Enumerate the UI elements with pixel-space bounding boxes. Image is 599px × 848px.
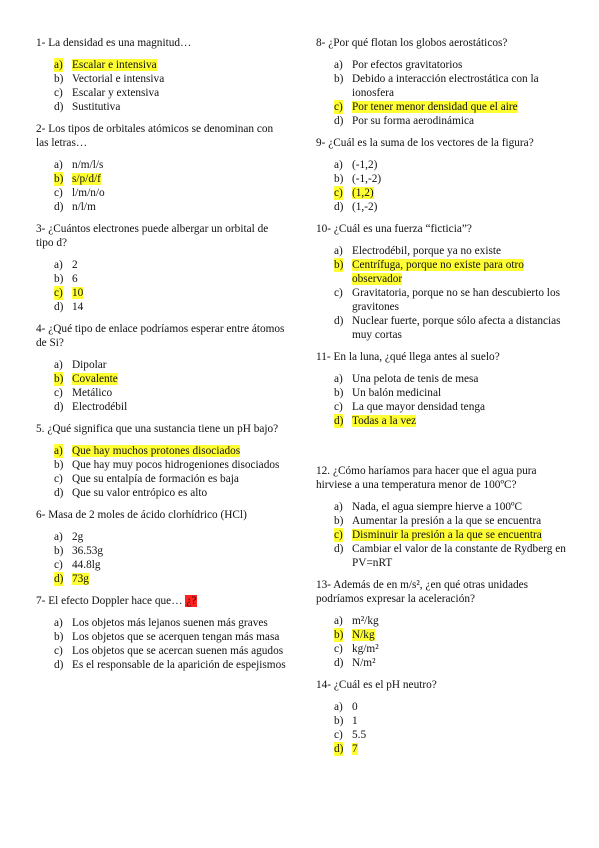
answer-options xyxy=(316,700,566,756)
question-prompt: ¿Qué tipo de enlace podríamos esperar entre átomos de Si? xyxy=(36,323,285,349)
option-text: Por su forma aerodinámica xyxy=(352,115,475,127)
answer-option xyxy=(54,658,286,672)
option-text: n/m/l/s xyxy=(72,159,104,171)
question-prompt: En la luna, ¿qué llega antes al suelo? xyxy=(333,351,500,363)
option-letter: c) xyxy=(54,287,63,299)
answer-option xyxy=(334,258,566,286)
option-text: 2g xyxy=(72,531,84,543)
question-number: 6- xyxy=(36,509,46,521)
option-letter: b) xyxy=(54,373,64,385)
correct-answer-text: Centrífuga, porque no existe para otro observador xyxy=(352,259,524,285)
question-prompt: La densidad es una magnitud… xyxy=(48,37,192,49)
answer-option xyxy=(54,400,286,414)
question-block xyxy=(36,322,286,414)
option-text: Vectorial e intensiva xyxy=(72,73,165,85)
right-column xyxy=(316,36,566,764)
option-letter: d) xyxy=(54,487,64,499)
correct-answer-text: N/kg xyxy=(352,629,375,641)
answer-option xyxy=(54,100,286,114)
option-text: Un balón medicinal xyxy=(352,387,442,399)
answer-option xyxy=(334,314,566,342)
answer-option xyxy=(334,700,566,714)
option-text: Debido a interacción electrostática con la ionosfera xyxy=(352,73,539,99)
option-text: Una pelota de tenis de mesa xyxy=(352,373,479,385)
option-letter: a) xyxy=(54,359,63,371)
question-block xyxy=(316,678,566,756)
correct-answer-text: Escalar e intensiva xyxy=(72,59,157,71)
option-letter: d) xyxy=(54,659,64,671)
option-text: Nada, el agua siempre hierve a 100ºC xyxy=(352,501,523,513)
option-text: 14 xyxy=(72,301,84,313)
question-text xyxy=(36,594,286,608)
answer-option xyxy=(334,158,566,172)
answer-options xyxy=(36,530,286,586)
option-letter: a) xyxy=(54,445,63,457)
option-letter: d) xyxy=(334,743,344,755)
answer-option xyxy=(54,616,286,630)
answer-options xyxy=(36,444,286,500)
question-number: 14- xyxy=(316,679,332,691)
option-text: 2 xyxy=(72,259,78,271)
option-letter: b) xyxy=(54,459,64,471)
correct-answer-text: Todas a la vez xyxy=(352,415,417,427)
option-letter: d) xyxy=(334,657,344,669)
question-block xyxy=(36,508,286,586)
answer-options xyxy=(36,258,286,314)
option-text: Los objetos más lejanos suenen más graves xyxy=(72,617,268,629)
option-letter: c) xyxy=(334,729,343,741)
question-text xyxy=(316,136,566,150)
option-text: kg/m² xyxy=(352,643,379,655)
option-text: m²/kg xyxy=(352,615,379,627)
answer-option xyxy=(334,414,566,428)
option-letter: c) xyxy=(334,101,343,113)
option-letter: a) xyxy=(334,159,343,171)
answer-option xyxy=(334,514,566,528)
question-text xyxy=(316,464,566,492)
option-text: Cambiar el valor de la constante de Rydberg en PV=nRT xyxy=(352,543,566,569)
option-text: 6 xyxy=(72,273,78,285)
answer-option xyxy=(334,244,566,258)
answer-option xyxy=(54,458,286,472)
option-text: Aumentar la presión a la que se encuentra xyxy=(352,515,542,527)
option-text: Que su valor entrópico es alto xyxy=(72,487,208,499)
question-prompt: ¿Cuál es la suma de los vectores de la figura? xyxy=(328,137,534,149)
answer-option xyxy=(334,386,566,400)
answer-option xyxy=(334,286,566,314)
option-letter: d) xyxy=(54,401,64,413)
answer-option xyxy=(334,114,566,128)
option-letter: a) xyxy=(334,245,343,257)
answer-option xyxy=(54,386,286,400)
option-letter: d) xyxy=(54,201,64,213)
option-letter: c) xyxy=(54,387,63,399)
question-number: 9- xyxy=(316,137,326,149)
answer-option xyxy=(334,200,566,214)
option-text: l/m/n/o xyxy=(72,187,105,199)
answer-option xyxy=(334,656,566,670)
correct-answer-text: s/p/d/f xyxy=(72,173,101,185)
option-letter: a) xyxy=(54,159,63,171)
answer-option xyxy=(54,58,286,72)
option-letter: a) xyxy=(334,615,343,627)
question-text xyxy=(316,222,566,236)
question-number: 4- xyxy=(36,323,46,335)
question-prompt: ¿Cuál es el pH neutro? xyxy=(333,679,437,691)
answer-options xyxy=(316,244,566,342)
option-letter: b) xyxy=(334,515,344,527)
option-text: 5.5 xyxy=(352,729,367,741)
question-prompt: Además de en m/s², ¿en qué otras unidades podríamos expresar la aceleración? xyxy=(316,579,529,605)
doubt-flag: ¿? xyxy=(186,595,197,607)
answer-options xyxy=(316,372,566,428)
question-number: 1- xyxy=(36,37,46,49)
question-prompt: Los tipos de orbitales atómicos se denominan con las letras… xyxy=(36,123,274,149)
answer-options xyxy=(316,58,566,128)
correct-answer-text: (1,2) xyxy=(352,187,374,199)
answer-option xyxy=(54,200,286,214)
option-text: Que su entalpía de formación es baja xyxy=(72,473,239,485)
answer-option xyxy=(54,572,286,586)
answer-options xyxy=(36,58,286,114)
option-letter: c) xyxy=(54,473,63,485)
question-number: 8- xyxy=(316,37,326,49)
option-letter: d) xyxy=(334,115,344,127)
answer-option xyxy=(54,358,286,372)
option-letter: c) xyxy=(54,559,63,571)
option-letter: c) xyxy=(334,643,343,655)
option-text: Electrodébil xyxy=(72,401,128,413)
answer-option xyxy=(54,186,286,200)
option-letter: c) xyxy=(54,645,63,657)
left-column xyxy=(36,36,286,680)
question-number: 5. xyxy=(36,423,45,435)
option-letter: a) xyxy=(54,531,63,543)
option-letter: d) xyxy=(334,415,344,427)
question-prompt: ¿Cuál es una fuerza “ficticia”? xyxy=(333,223,472,235)
option-text: Sustitutiva xyxy=(72,101,121,113)
option-letter: c) xyxy=(334,401,343,413)
answer-option xyxy=(334,628,566,642)
answer-option xyxy=(54,558,286,572)
option-letter: b) xyxy=(54,173,64,185)
question-block xyxy=(316,350,566,428)
answer-option xyxy=(334,742,566,756)
question-block xyxy=(316,136,566,214)
option-text: n/l/m xyxy=(72,201,96,213)
question-text xyxy=(316,678,566,692)
option-letter: a) xyxy=(334,373,343,385)
question-prompt: ¿Cómo haríamos para hacer que el agua pura hirviese a una temperatura menor de 100ºC? xyxy=(316,465,537,491)
answer-option xyxy=(54,86,286,100)
answer-option xyxy=(334,528,566,542)
answer-option xyxy=(54,300,286,314)
option-text: La que mayor densidad tenga xyxy=(352,401,486,413)
answer-options xyxy=(36,358,286,414)
correct-answer-text: 10 xyxy=(72,287,84,299)
question-block xyxy=(316,222,566,342)
option-letter: a) xyxy=(334,59,343,71)
question-number: 13- xyxy=(316,579,332,591)
option-text: Nuclear fuerte, porque sólo afecta a distancias muy cortas xyxy=(352,315,561,341)
option-letter: b) xyxy=(334,387,344,399)
option-letter: d) xyxy=(334,543,344,555)
option-text: Dipolar xyxy=(72,359,107,371)
answer-option xyxy=(334,500,566,514)
option-letter: a) xyxy=(334,501,343,513)
option-letter: b) xyxy=(54,73,64,85)
answer-option xyxy=(54,444,286,458)
question-text xyxy=(316,350,566,364)
answer-option xyxy=(54,258,286,272)
option-letter: b) xyxy=(54,545,64,557)
question-block xyxy=(36,422,286,500)
option-letter: c) xyxy=(334,187,343,199)
option-text: (-1,-2) xyxy=(352,173,382,185)
option-letter: c) xyxy=(334,529,343,541)
question-prompt: Masa de 2 moles de ácido clorhídrico (HCl) xyxy=(48,509,247,521)
question-number: 11- xyxy=(316,351,331,363)
answer-option xyxy=(334,400,566,414)
option-text: 36.53g xyxy=(72,545,104,557)
question-prompt: ¿Por qué flotan los globos aerostáticos? xyxy=(328,37,508,49)
correct-answer-text: Por tener menor densidad que el aire xyxy=(352,101,518,113)
answer-option xyxy=(54,630,286,644)
option-text: 0 xyxy=(352,701,358,713)
answer-option xyxy=(54,544,286,558)
answer-option xyxy=(334,542,566,570)
question-number: 2- xyxy=(36,123,46,135)
spacer xyxy=(316,436,566,464)
answer-option xyxy=(334,728,566,742)
answer-options xyxy=(316,158,566,214)
option-letter: c) xyxy=(54,87,63,99)
answer-option xyxy=(54,372,286,386)
answer-option xyxy=(334,186,566,200)
answer-options xyxy=(316,500,566,570)
option-text: 1 xyxy=(352,715,358,727)
option-text: Que hay muy pocos hidrogeniones disociados xyxy=(72,459,280,471)
answer-option xyxy=(54,172,286,186)
question-block xyxy=(316,36,566,128)
answer-option xyxy=(54,472,286,486)
option-text: Es el responsable de la aparición de espejismos xyxy=(72,659,286,671)
option-letter: c) xyxy=(54,187,63,199)
option-text: 44.8lg xyxy=(72,559,101,571)
question-number: 7- xyxy=(36,595,46,607)
question-prompt: ¿Cuántos electrones puede albergar un orbital de tipo d? xyxy=(36,223,269,249)
option-letter: b) xyxy=(54,273,64,285)
option-letter: d) xyxy=(334,315,344,327)
option-letter: b) xyxy=(334,259,344,271)
option-letter: a) xyxy=(334,701,343,713)
question-prompt: El efecto Doppler hace que… xyxy=(48,595,183,607)
question-text xyxy=(36,508,286,522)
option-letter: c) xyxy=(334,287,343,299)
answer-options xyxy=(36,158,286,214)
answer-option xyxy=(334,614,566,628)
question-text xyxy=(36,322,286,350)
question-text xyxy=(36,36,286,50)
option-text: Gravitatoria, porque no se han descubierto los gravitones xyxy=(352,287,560,313)
option-text: N/m² xyxy=(352,657,376,669)
answer-option xyxy=(54,486,286,500)
correct-answer-text: 73g xyxy=(72,573,89,585)
question-number: 10- xyxy=(316,223,332,235)
answer-option xyxy=(54,286,286,300)
option-text: (-1,2) xyxy=(352,159,378,171)
option-letter: a) xyxy=(54,617,63,629)
question-block xyxy=(36,36,286,114)
answer-option xyxy=(334,372,566,386)
question-block xyxy=(36,122,286,214)
question-number: 3- xyxy=(36,223,46,235)
option-letter: b) xyxy=(334,629,344,641)
answer-option xyxy=(334,72,566,100)
option-letter: a) xyxy=(54,59,63,71)
option-letter: d) xyxy=(334,201,344,213)
answer-option xyxy=(334,714,566,728)
answer-options xyxy=(316,614,566,670)
option-letter: a) xyxy=(54,259,63,271)
option-letter: b) xyxy=(334,173,344,185)
answer-option xyxy=(54,530,286,544)
correct-answer-text: 7 xyxy=(352,743,358,755)
option-text: (1,-2) xyxy=(352,201,378,213)
question-number: 12. xyxy=(316,465,331,477)
answer-option xyxy=(54,644,286,658)
option-letter: b) xyxy=(54,631,64,643)
answer-option xyxy=(334,172,566,186)
question-text xyxy=(316,578,566,606)
option-text: Los objetos que se acercan suenen más agudos xyxy=(72,645,284,657)
question-text xyxy=(36,422,286,436)
question-block xyxy=(36,222,286,314)
option-text: Por efectos gravitatorios xyxy=(352,59,463,71)
correct-answer-text: Que hay muchos protones disociados xyxy=(72,445,241,457)
option-letter: b) xyxy=(334,73,344,85)
correct-answer-text: Disminuir la presión a la que se encuentra xyxy=(352,529,542,541)
option-text: Electrodébil, porque ya no existe xyxy=(352,245,502,257)
option-text: Escalar y extensiva xyxy=(72,87,160,99)
answer-options xyxy=(36,616,286,672)
question-text xyxy=(316,36,566,50)
question-text xyxy=(36,222,286,250)
answer-option xyxy=(334,58,566,72)
option-text: Los objetos que se acerquen tengan más masa xyxy=(72,631,280,643)
option-letter: b) xyxy=(334,715,344,727)
question-block xyxy=(316,578,566,670)
answer-option xyxy=(54,158,286,172)
correct-answer-text: Covalente xyxy=(72,373,118,385)
question-text xyxy=(36,122,286,150)
option-letter: d) xyxy=(54,101,64,113)
question-prompt: ¿Qué significa que una sustancia tiene un pH bajo? xyxy=(47,423,279,435)
question-block xyxy=(36,594,286,672)
answer-option xyxy=(54,272,286,286)
answer-option xyxy=(334,100,566,114)
option-letter: d) xyxy=(54,573,64,585)
option-text: Metálico xyxy=(72,387,113,399)
option-letter: d) xyxy=(54,301,64,313)
question-block xyxy=(316,464,566,570)
answer-option xyxy=(54,72,286,86)
answer-option xyxy=(334,642,566,656)
